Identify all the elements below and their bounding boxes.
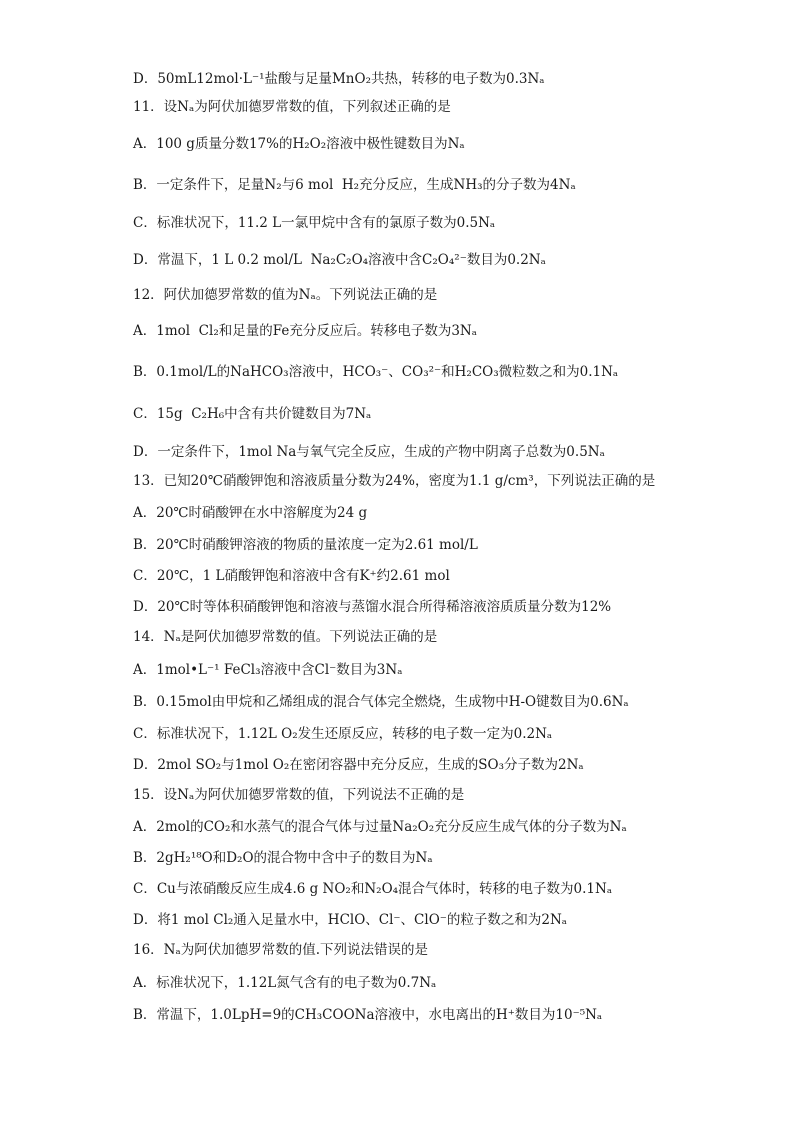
question-13-option-b: B．20℃时硝酸钾溶液的物质的量浓度一定为2.61 mol/L xyxy=(133,537,478,553)
question-16-stem: 16．Nₐ为阿伏加德罗常数的值.下列说法错误的是 xyxy=(133,942,428,958)
option-d-previous: D．50mL12mol·L⁻¹盐酸与足量MnO₂共热，转移的电子数为0.3Nₐ xyxy=(133,71,545,87)
question-15-option-a: A．2mol的CO₂和水蒸气的混合气体与过量Na₂O₂充分反应生成气体的分子数为Nₐ xyxy=(133,819,627,835)
question-15-option-b: B．2gH₂¹⁸O和D₂O的混合物中含中子的数目为Nₐ xyxy=(133,850,433,866)
question-14-stem: 14．Nₐ是阿伏加德罗常数的值。下列说法正确的是 xyxy=(133,629,438,645)
question-16-option-b: B．常温下，1.0LpH=9的CH₃COONa溶液中，水电离出的H⁺数目为10⁻⁵Nₐ xyxy=(133,1007,603,1023)
question-12-option-a: A．1mol Cl₂和足量的Fe充分反应后。转移电子数为3Nₐ xyxy=(133,323,477,339)
question-11-option-a: A．100 g质量分数17%的H₂O₂溶液中极性键数目为Nₐ xyxy=(133,136,465,152)
question-13-option-c: C．20℃，1 L硝酸钾饱和溶液中含有K⁺约2.61 mol xyxy=(133,568,450,584)
question-15-option-d: D．将1 mol Cl₂通入足量水中，HClO、Cl⁻、ClO⁻的粒子数之和为2Nₐ xyxy=(133,912,568,928)
question-12-option-b: B．0.1mol/L的NaHCO₃溶液中，HCO₃⁻、CO₃²⁻和H₂CO₃微粒数之和为0.1Nₐ xyxy=(133,364,619,380)
question-15-stem: 15．设Nₐ为阿伏加德罗常数的值，下列说法不正确的是 xyxy=(133,787,465,803)
question-13-option-d: D．20℃时等体积硝酸钾饱和溶液与蒸馏水混合所得稀溶液溶质质量分数为12% xyxy=(133,599,612,615)
question-12-option-d: D．一定条件下，1mol Na与氧气完全反应，生成的产物中阴离子总数为0.5Nₐ xyxy=(133,444,605,460)
question-13-stem: 13．已知20℃硝酸钾饱和溶液质量分数为24%，密度为1.1 g/cm³，下列说法正确的是 xyxy=(133,473,656,489)
question-11-stem: 11．设Nₐ为阿伏加德罗常数的值，下列叙述正确的是 xyxy=(133,99,451,115)
question-14-option-a: A．1mol•L⁻¹ FeCl₃溶液中含Cl⁻数目为3Nₐ xyxy=(133,662,403,678)
question-11-option-b: B．一定条件下，足量N₂与6 mol H₂充分反应，生成NH₃的分子数为4Nₐ xyxy=(133,177,576,193)
question-14-option-d: D．2mol SO₂与1mol O₂在密闭容器中充分反应，生成的SO₃分子数为2Nₐ xyxy=(133,757,584,773)
question-16-option-a: A．标准状况下，1.12L氮气含有的电子数为0.7Nₐ xyxy=(133,975,437,991)
question-11-option-d: D．常温下，1 L 0.2 mol/L Na₂C₂O₄溶液中含C₂O₄²⁻数目为0.2Nₐ xyxy=(133,252,546,268)
question-12-stem: 12．阿伏加德罗常数的值为Nₐ。下列说法正确的是 xyxy=(133,287,438,303)
question-14-option-c: C．标准状况下，1.12L O₂发生还原反应，转移的电子数一定为0.2Nₐ xyxy=(133,726,553,742)
question-14-option-b: B．0.15mol由甲烷和乙烯组成的混合气体完全燃烧，生成物中H-O键数目为0.6Nₐ xyxy=(133,694,629,710)
question-13-option-a: A．20℃时硝酸钾在水中溶解度为24 g xyxy=(133,505,368,521)
question-11-option-c: C．标准状况下，11.2 L一氯甲烷中含有的氯原子数为0.5Nₐ xyxy=(133,215,496,231)
question-15-option-c: C．Cu与浓硝酸反应生成4.6 g NO₂和N₂O₄混合气体时，转移的电子数为0.1Nₐ xyxy=(133,881,613,897)
question-12-option-c: C．15g C₂H₆中含有共价键数目为7Nₐ xyxy=(133,406,372,422)
